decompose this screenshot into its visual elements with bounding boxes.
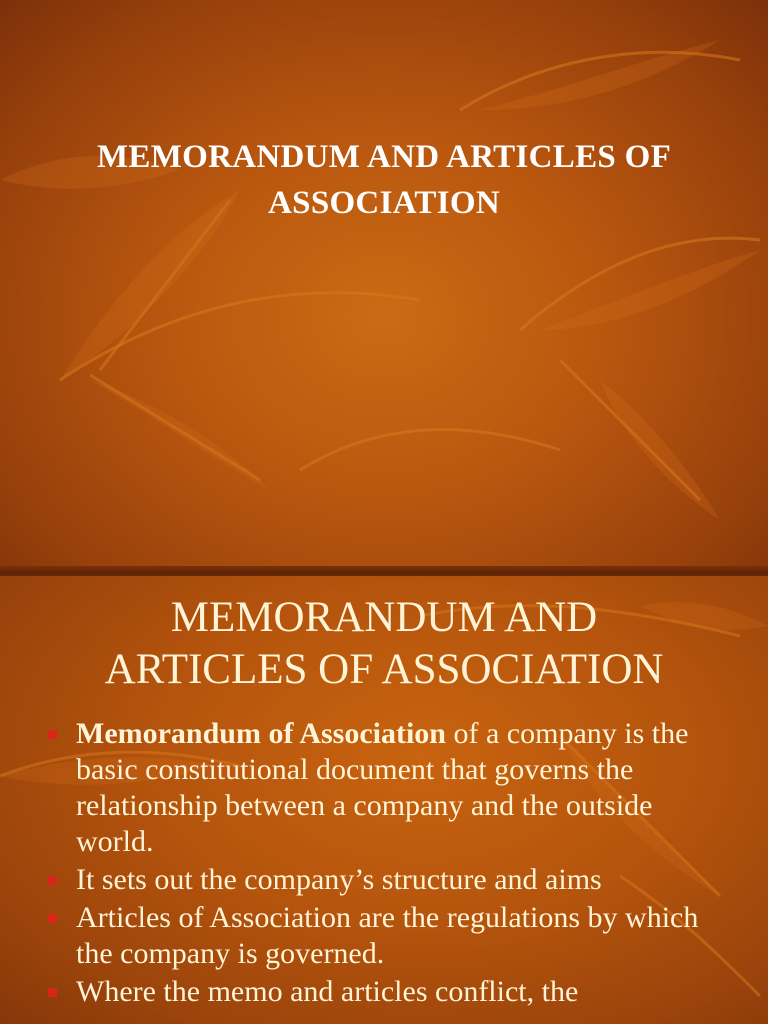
slide-1-title-line-1: MEMORANDUM AND ARTICLES OF <box>96 139 672 175</box>
bullet-item <box>0 862 768 898</box>
slide-2-title <box>0 592 768 696</box>
bullet-item <box>0 900 768 972</box>
bullet-text: of a company is the basic constitutional document that governs the relationship between a company and the outside world. <box>76 717 689 858</box>
bullet-square-icon <box>48 876 57 885</box>
bullet-text: It sets out the company’s structure and aims <box>76 863 602 896</box>
bullet-square-icon <box>48 914 57 923</box>
bullet-square-icon <box>48 988 57 997</box>
bullet-item <box>0 716 768 860</box>
slide-1-title <box>0 134 768 226</box>
bullet-text: Where the memo and articles conflict, the <box>76 975 579 1008</box>
bullet-text: Articles of Association are the regulations by which the company is governed. <box>76 901 699 970</box>
slide-2-title-line-1: MEMORANDUM AND <box>170 594 598 641</box>
slide-content <box>0 576 768 1024</box>
bullet-bold-term: Memorandum of Association <box>76 717 446 750</box>
bullet-item <box>0 974 768 1010</box>
slide-2-title-line-2: ARTICLES OF ASSOCIATION <box>104 646 664 693</box>
bullet-square-icon <box>48 730 57 739</box>
slide-1-title-line-2: ASSOCIATION <box>268 185 500 221</box>
bullet-list <box>0 716 768 1012</box>
